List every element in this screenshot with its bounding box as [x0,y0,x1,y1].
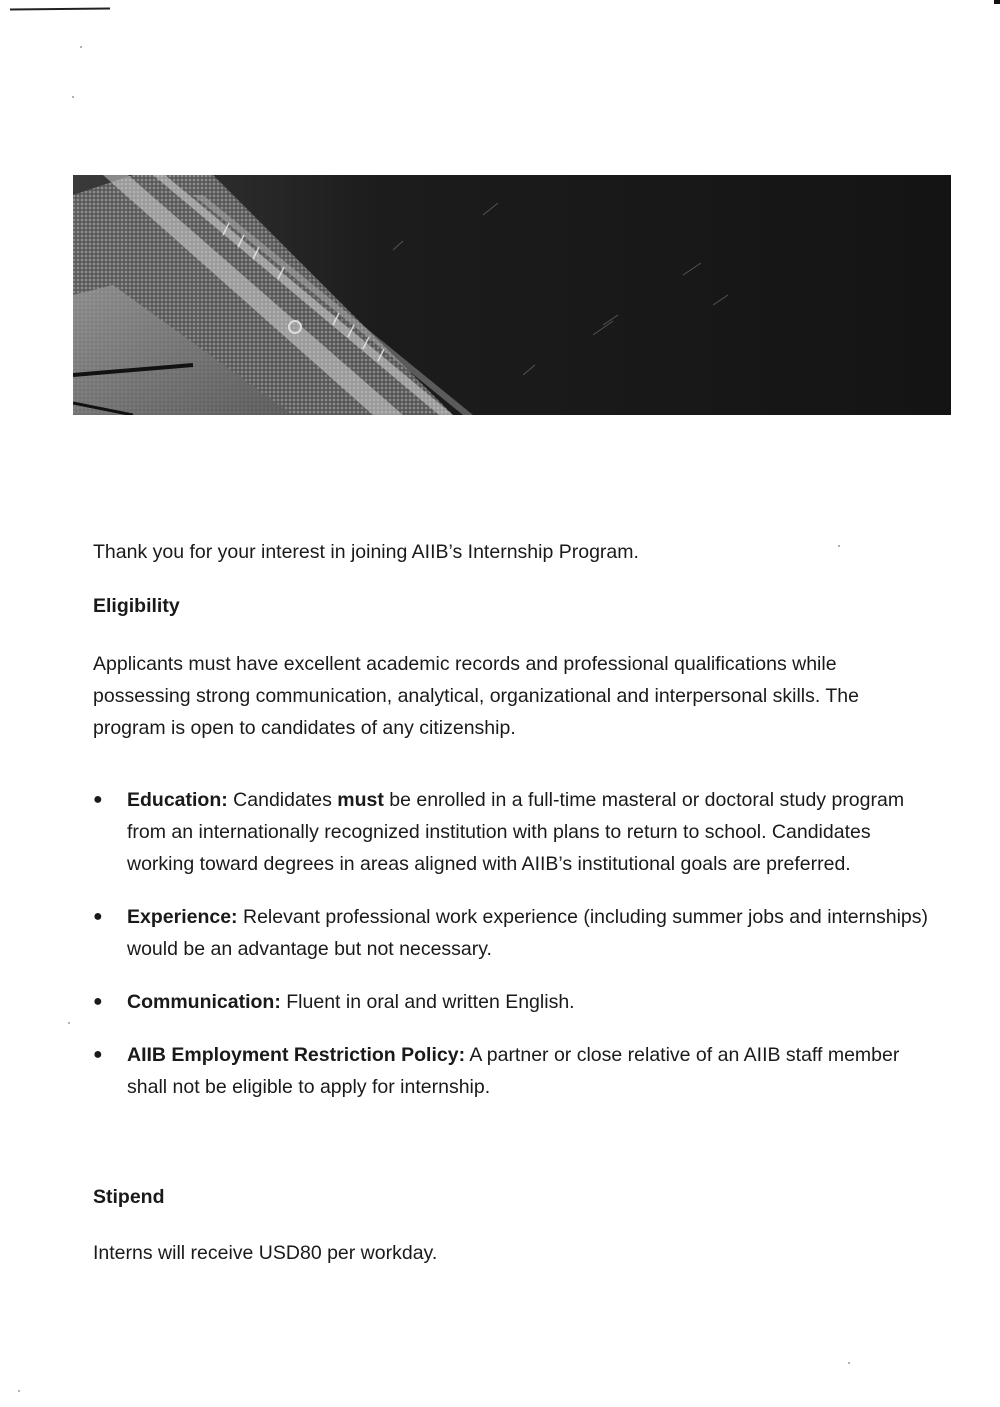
item-text: Relevant professional work experience (including summer jobs and internships) would be an advantage but not necessary. [127,906,928,960]
list-item-restriction-policy [93,1039,933,1103]
item-label: Education: [127,789,228,811]
item-label: Experience: [127,906,238,928]
stipend-heading: Stipend [93,1186,165,1208]
eligibility-heading: Eligibility [93,595,180,617]
scan-artifact-line [10,7,110,10]
item-text: be enrolled in a full-time masteral or doctoral study program from an internationally recognized institution with plans to return to school. Candidates working toward degrees in areas aligned with AIIB’s institutional goals are preferred. [127,789,905,875]
item-emphasis: must [337,789,384,811]
bullet-icon: ● [93,1046,103,1063]
header-banner-image [73,175,951,415]
list-item-communication [93,986,933,1018]
item-text: A partner or close relative of an AIIB staff member shall not be eligible to apply for internship. [127,1044,900,1098]
intro-text: Thank you for your interest in joining AIIB’s Internship Program. [93,541,639,563]
scan-speck [68,1022,70,1024]
document-body [93,536,933,1269]
list-item-experience [93,901,933,965]
scan-speck [18,1390,20,1392]
scan-artifact-corner [994,0,1000,4]
list-item-education [93,784,933,880]
eligibility-list [93,784,933,1103]
item-text: Fluent in oral and written English. [280,991,575,1013]
eligibility-paragraph: Applicants must have excellent academic records and professional qualifications while possessing strong communication, analytical, organizational and interpersonal skills. The program is open to candidates of any citizenship. [93,653,859,739]
bullet-icon: ● [93,908,103,925]
item-label: AIIB Employment Restriction Policy: [127,1044,466,1066]
stipend-text: Interns will receive USD80 per workday. [93,1242,438,1264]
scan-speck [72,96,74,98]
scan-speck [80,46,82,48]
item-text-pre: Candidates [227,789,338,811]
scan-speck [848,1362,850,1364]
bullet-icon: ● [93,993,103,1010]
bullet-icon: ● [93,791,103,808]
item-label: Communication: [127,991,281,1013]
scan-speck [838,545,840,547]
